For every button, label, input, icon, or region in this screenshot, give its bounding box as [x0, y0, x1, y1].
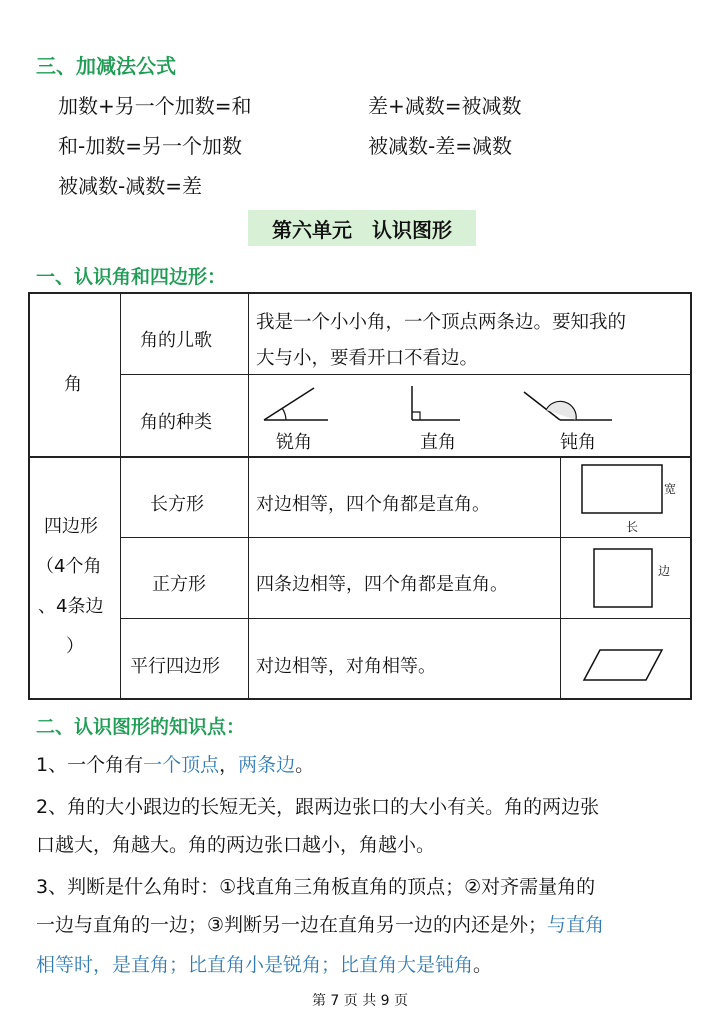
point-1-vertex: 一个顶点 [143, 754, 220, 776]
point-1-text: 1、一个角有 [36, 754, 144, 776]
square-desc: 四条边相等，四个角都是直角。 [256, 574, 508, 595]
section-2-heading: 二、认识图形的知识点： [36, 716, 246, 738]
quad-group-line-3: 、4条边 [38, 596, 104, 617]
rectangle-desc: 对边相等，四个角都是直角。 [256, 494, 490, 515]
unit-title: 第六单元 认识图形 [272, 218, 452, 242]
point-3-line-2-text: 一边与直角的一边；③判断另一边在直角另一边的内还是外； [36, 914, 548, 936]
point-2-line-1: 2、角的大小跟边的长短无关，跟两边张口的大小有关。角的两边张 [36, 796, 600, 818]
square-label: 正方形 [152, 574, 206, 595]
formula-4: 被减数-差=减数 [368, 134, 512, 158]
point-2-line-2: 口越大，角越大。角的两边张口越小，角越小。 [36, 834, 436, 856]
rectangle-width-label: 宽 [664, 482, 677, 496]
rectangle-label: 长方形 [150, 494, 204, 515]
rhyme-text-line-1: 我是一个小小角，一个顶点两条边。要知我的 [256, 312, 627, 333]
rectangle-length-label: 长 [626, 520, 639, 534]
point-1-end: 。 [295, 754, 315, 776]
obtuse-angle-label: 钝角 [560, 432, 596, 453]
quad-group-line-2: （4个角 [36, 556, 102, 577]
formula-1: 加数+另一个加数=和 [58, 94, 252, 118]
formula-2: 差+减数=被减数 [368, 94, 522, 118]
parallelogram-label: 平行四边形 [130, 656, 220, 677]
acute-angle-label: 锐角 [276, 432, 312, 453]
quad-group-line-1: 四边形 [44, 516, 98, 537]
point-3-line-3-highlight: 相等时，是直角；比直角小是锐角；比直角大是钝角 [36, 954, 474, 976]
parallelogram-shape-icon [562, 620, 690, 698]
point-3-line-2-highlight: 与直角 [547, 914, 605, 936]
angle-types-drawing [250, 376, 690, 456]
point-3-line-2 [36, 906, 604, 944]
acute-angle-icon [264, 388, 328, 420]
point-3-line-3-end: 。 [473, 954, 493, 976]
formula-3: 和-加数=另一个加数 [58, 134, 242, 158]
square-side-label: 边 [658, 564, 671, 578]
point-1-sides: 两条边 [238, 754, 296, 776]
point-3-line-3 [36, 946, 492, 984]
point-1 [36, 746, 314, 784]
obtuse-angle-icon [524, 392, 612, 420]
rhyme-text-line-2: 大与小，要看开口不看边。 [256, 348, 479, 369]
right-angle-icon [412, 386, 460, 420]
page-footer: 第 7 页 共 9 页 [311, 993, 409, 1009]
rhyme-label: 角的儿歌 [140, 330, 212, 351]
section-1-heading: 一、认识角和四边形： [36, 266, 227, 288]
formula-5: 被减数-减数=差 [58, 174, 202, 198]
point-3-line-1: 3、判断是什么角时：①找直角三角板直角的顶点；②对齐需量角的 [36, 876, 596, 898]
quad-group-line-4: ） [66, 636, 84, 657]
parallelogram-desc: 对边相等，对角相等。 [256, 656, 436, 677]
right-angle-label: 直角 [420, 432, 456, 453]
angle-group-label: 角 [64, 374, 82, 395]
unit-title-banner [248, 210, 476, 246]
square-shape-icon [562, 539, 690, 617]
point-1-comma: ， [219, 754, 239, 776]
types-label: 角的种类 [140, 412, 212, 433]
section-3-heading: 三、加减法公式 [36, 54, 176, 78]
